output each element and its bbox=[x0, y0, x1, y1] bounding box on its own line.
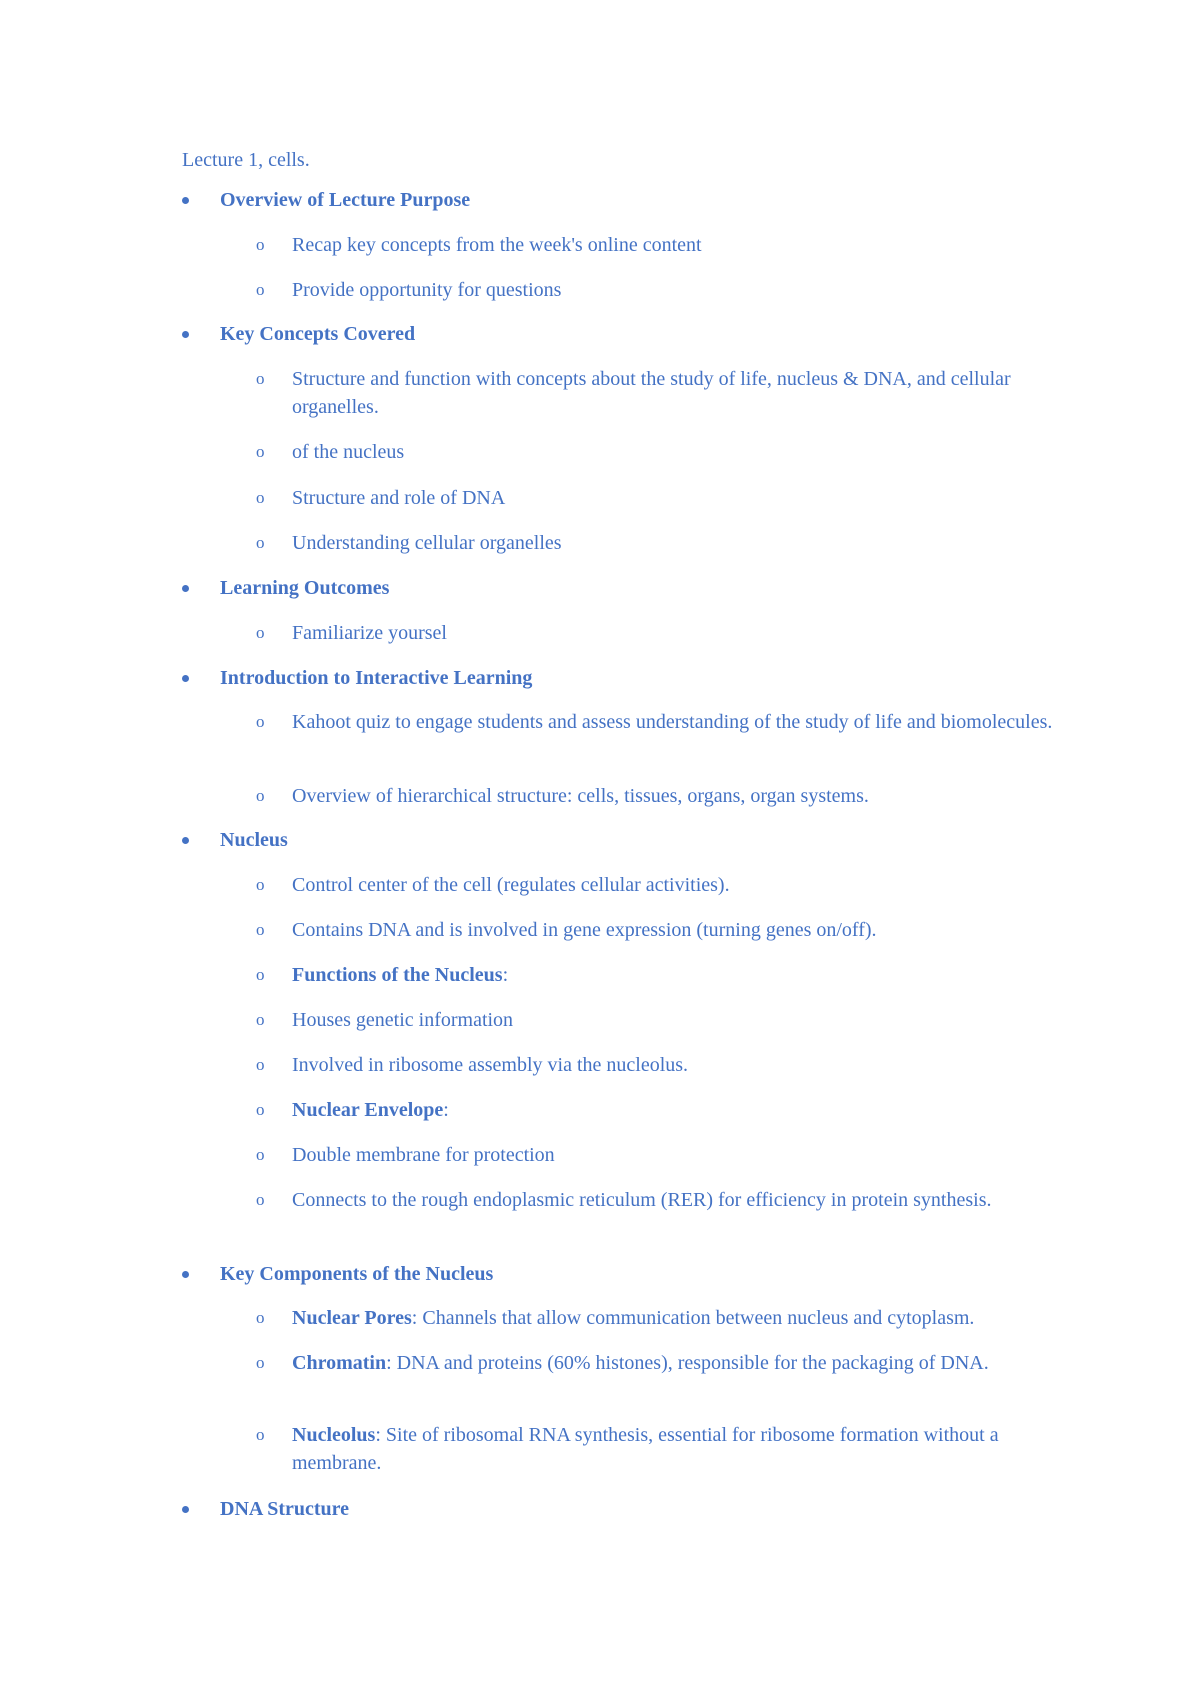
bullet-heading: Key Concepts Covered bbox=[220, 323, 416, 345]
sub-bullet-marker: o bbox=[256, 235, 265, 254]
bullet-dot-icon bbox=[182, 675, 189, 682]
list-item-text: Nuclear Envelope: bbox=[292, 1099, 449, 1121]
list-item-text: Nuclear Pores: Channels that allow communication between nucleus and cytoplasm. bbox=[292, 1307, 975, 1329]
list-item-text: Functions of the Nucleus: bbox=[292, 964, 509, 986]
list-item-text: Structure and role of DNA bbox=[292, 487, 506, 509]
sub-bullet-marker: o bbox=[256, 786, 265, 805]
bullet-heading: Overview of Lecture Purpose bbox=[220, 189, 471, 211]
list-item-text: Overview of hierarchical structure: cells, tissues, organs, organ systems. bbox=[292, 785, 869, 807]
list-item-text: Involved in ribosome assembly via the nucleolus. bbox=[292, 1054, 689, 1076]
sub-bullet-marker: o bbox=[256, 965, 265, 984]
sub-bullet-marker: o bbox=[256, 920, 265, 939]
list-item-text: Familiarize yoursel bbox=[292, 622, 447, 644]
bullet-heading: Learning Outcomes bbox=[220, 577, 390, 599]
sub-bullet-marker: o bbox=[256, 1353, 265, 1372]
sub-bullet-marker: o bbox=[256, 369, 265, 388]
bullet-heading: DNA Structure bbox=[220, 1498, 350, 1520]
sub-bullet-marker: o bbox=[256, 875, 265, 894]
sub-bullet-marker: o bbox=[256, 712, 265, 731]
list-item-text: Houses genetic information bbox=[292, 1009, 514, 1031]
bullet-dot-icon bbox=[182, 331, 189, 338]
sub-bullet-marker: o bbox=[256, 1190, 265, 1209]
sub-bullet-marker: o bbox=[256, 1308, 265, 1327]
list-item-text: Connects to the rough endoplasmic reticulum (RER) for efficiency in protein synthesis. bbox=[292, 1189, 992, 1211]
bullet-heading: Key Components of the Nucleus bbox=[220, 1263, 494, 1285]
bullet-heading: Introduction to Interactive Learning bbox=[220, 667, 533, 689]
bullet-dot-icon bbox=[182, 1506, 189, 1513]
list-item-text: Contains DNA and is involved in gene expression (turning genes on/off). bbox=[292, 919, 877, 941]
sub-bullet-marker: o bbox=[256, 1145, 265, 1164]
sub-bullet-marker: o bbox=[256, 1055, 265, 1074]
list-item-text: of the nucleus bbox=[292, 441, 405, 463]
sub-bullet-marker: o bbox=[256, 1010, 265, 1029]
sub-bullet-marker: o bbox=[256, 442, 265, 461]
list-item-text: Nucleolus: Site of ribosomal RNA synthesis, essential for ribosome formation without a membrane. bbox=[292, 1424, 999, 1474]
bullet-dot-icon bbox=[182, 197, 189, 204]
sub-bullet-marker: o bbox=[256, 533, 265, 552]
list-item-text: Recap key concepts from the week's online content bbox=[292, 234, 702, 256]
sub-bullet-marker: o bbox=[256, 488, 265, 507]
list-item-text: Double membrane for protection bbox=[292, 1144, 555, 1166]
bullet-heading: Nucleus bbox=[220, 829, 288, 851]
bullet-dot-icon bbox=[182, 585, 189, 592]
sub-bullet-marker: o bbox=[256, 280, 265, 299]
list-item-text: Kahoot quiz to engage students and assess understanding of the study of life and biomolecules. bbox=[292, 711, 1053, 733]
bullet-dot-icon bbox=[182, 1271, 189, 1278]
list-item-text: Provide opportunity for questions bbox=[292, 279, 562, 301]
sub-bullet-marker: o bbox=[256, 1100, 265, 1119]
bullet-dot-icon bbox=[182, 837, 189, 844]
sub-bullet-marker: o bbox=[256, 1425, 265, 1444]
list-item-text: Understanding cellular organelles bbox=[292, 532, 562, 554]
list-item-text: Control center of the cell (regulates cellular activities). bbox=[292, 874, 730, 896]
list-item-text: Chromatin: DNA and proteins (60% histones), responsible for the packaging of DNA. bbox=[292, 1352, 989, 1374]
document-title: Lecture 1, cells. bbox=[182, 149, 310, 171]
sub-bullet-marker: o bbox=[256, 623, 265, 642]
list-item-text: Structure and function with concepts about the study of life, nucleus & DNA, and cellular organelles. bbox=[292, 368, 1011, 418]
